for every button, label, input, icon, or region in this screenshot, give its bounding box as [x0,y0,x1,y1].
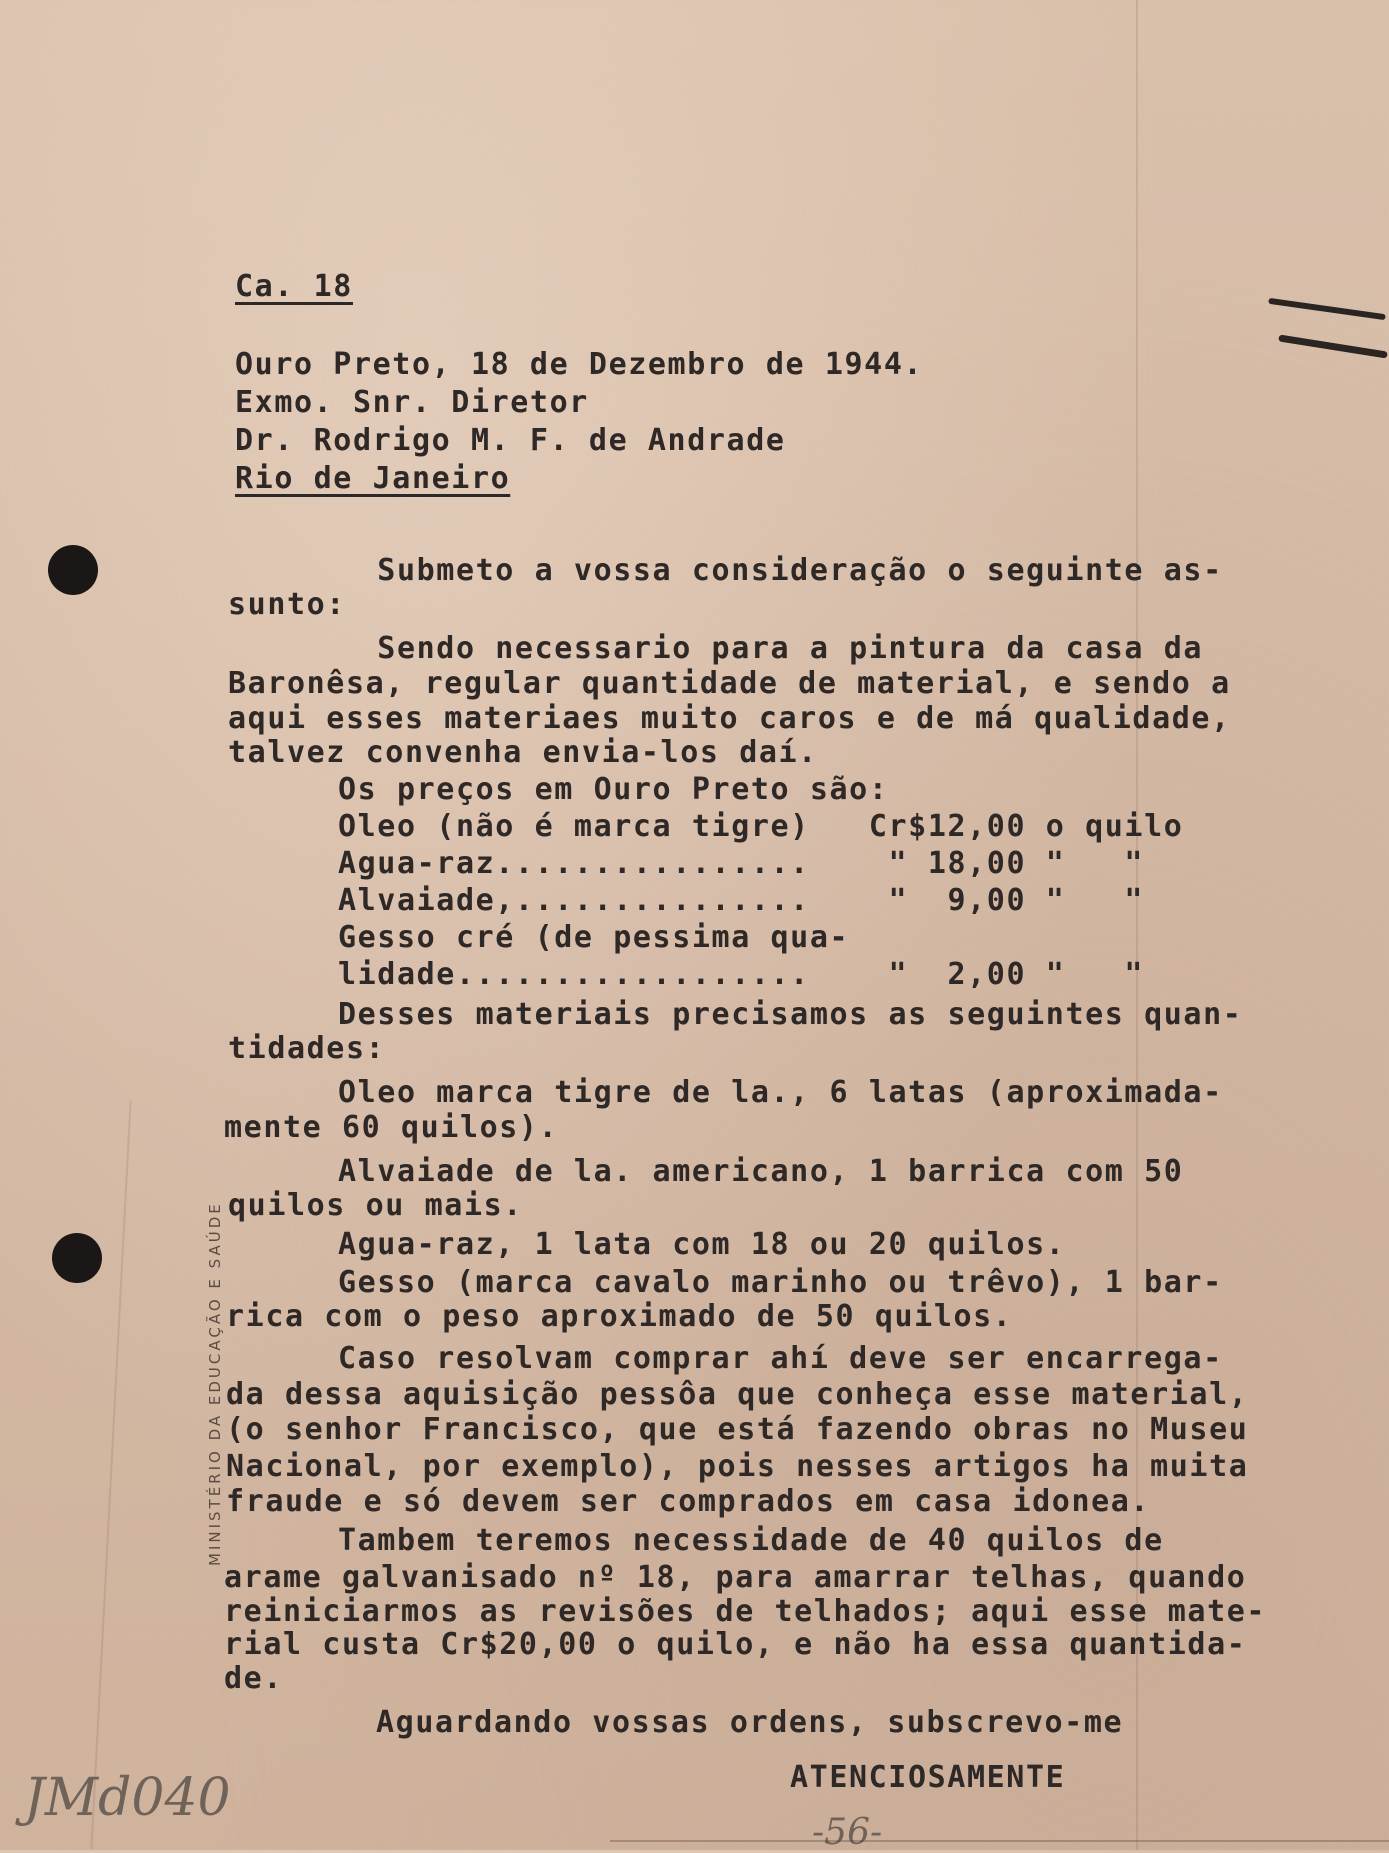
body-line: rica com o peso aproximado de 50 quilos. [226,1299,1013,1334]
body-line: Oleo marca tigre de la., 6 latas (aproximada- [220,1075,1223,1110]
archive-code: JMd040 [24,1768,231,1828]
body-line: Agua-raz................ " 18,00 " " [220,846,1145,881]
punch-hole-bottom [52,1233,102,1283]
body-line: Tambem teremos necessidade de 40 quilos de [220,1523,1164,1558]
body-line: Sendo necessario para a pintura da casa da [220,631,1204,666]
body-line: Alvaiade,............... " 9,00 " " [220,883,1145,918]
body-line: Oleo (não é marca tigre) Cr$12,00 o quilo [220,809,1184,844]
body-line: tidades: [228,1031,386,1066]
body-line: mente 60 quilos). [224,1110,559,1145]
ministry-stamp: MINISTÉRIO DA EDUCAÇÃO E SAÚDE [206,1201,224,1566]
body-line: lidade.................. " 2,00 " " [220,957,1145,992]
signature-line: ATENCIOSAMENTE [790,1760,1066,1795]
body-line: reiniciarmos as revisões de telhados; aqui esse mate- [224,1594,1267,1629]
city: Rio de Janeiro [235,461,511,496]
body-line: arame galvanisado nº 18, para amarrar telhas, quando [224,1560,1247,1595]
recipient: Dr. Rodrigo M. F. de Andrade [235,423,786,458]
body-line: aqui esses materiaes muito caros e de má qualidade, [228,701,1231,736]
document-ref: Ca. 18 [235,269,353,304]
pen-mark-1 [1268,298,1386,320]
body-line: talvez convenha envia-los daí. [228,735,818,770]
body-line: de. [224,1661,283,1696]
body-line: Desses materiais precisamos as seguintes quan- [220,997,1243,1032]
body-line: fraude e só devem ser comprados em casa idonea. [226,1484,1151,1519]
body-line: Gesso cré (de pessima qua- [220,920,850,955]
bottom-edge-line [610,1840,1389,1842]
date-line: Ouro Preto, 18 de Dezembro de 1944. [235,347,924,382]
body-line: Gesso (marca cavalo marinho ou trêvo), 1 bar- [220,1265,1223,1300]
body-line: Alvaiade de la. americano, 1 barrica com 50 [220,1154,1184,1189]
left-edge-fold [90,1100,131,1849]
body-line: rial custa Cr$20,00 o quilo, e não ha essa quantida- [224,1627,1247,1662]
body-line: Submeto a vossa consideração o seguinte as- [220,553,1223,588]
body-line: quilos ou mais. [228,1188,523,1223]
body-line: Caso resolvam comprar ahí deve ser encarrega- [220,1341,1223,1376]
body-line: Baronêsa, regular quantidade de material, e sendo a [228,666,1231,701]
body-line: (o senhor Francisco, que está fazendo obras no Museu [226,1412,1249,1447]
body-line: sunto: [228,587,346,622]
closing-line: Aguardando vossas ordens, subscrevo-me [376,1705,1124,1740]
pen-mark-2 [1278,334,1388,358]
page-number: -56- [812,1812,883,1853]
punch-hole-top [48,545,98,595]
body-line: Nacional, por exemplo), pois nesses artigos ha muita [226,1449,1249,1484]
body-line: Os preços em Ouro Preto são: [220,772,889,807]
salutation: Exmo. Snr. Diretor [235,385,589,420]
body-line: Agua-raz, 1 lata com 18 ou 20 quilos. [220,1227,1066,1262]
body-line: da dessa aquisição pessôa que conheça esse material, [226,1377,1249,1412]
